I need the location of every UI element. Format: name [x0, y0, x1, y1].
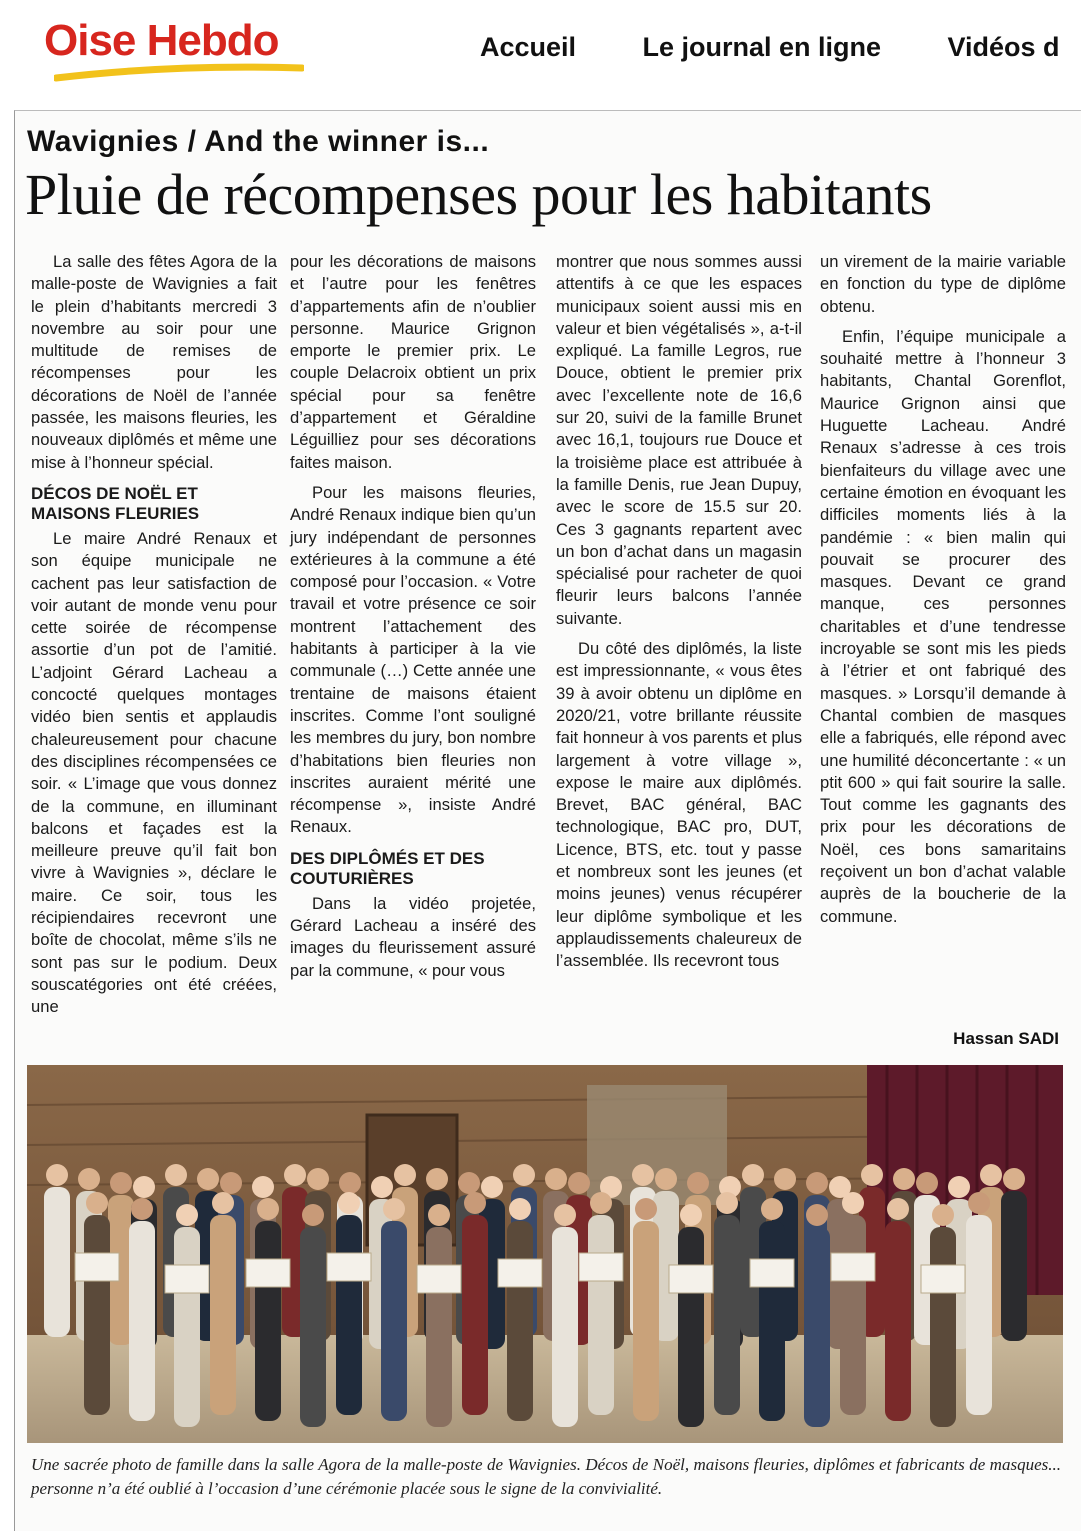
- diploma-certificate: [246, 1259, 290, 1287]
- site-logo[interactable]: [44, 10, 314, 80]
- col2-paragraph-1: pour les décorations de maisons et l’autre pour les fenêtres d’appartements afin de n’oublier personne. Maurice Grignon emporte le premier prix. Le couple Delacroix obtient un prix spécial pour sa fenêtre d’appartement et Géraldine Léguilliez pour ses décorations faites maison.: [290, 252, 536, 472]
- person-body: [804, 1227, 830, 1427]
- col2-subheading: DES DIPLÔMÉS ET DES COUTURIÈRES: [290, 848, 485, 888]
- site-header: [0, 0, 1082, 100]
- person-body: [507, 1221, 533, 1421]
- person-head: [339, 1172, 361, 1194]
- person-head: [464, 1192, 486, 1214]
- person-head: [257, 1198, 279, 1220]
- person-head: [110, 1172, 132, 1194]
- person-head: [338, 1192, 360, 1214]
- diploma-certificate: [417, 1265, 461, 1293]
- person-head: [887, 1198, 909, 1220]
- article-column-1: [31, 251, 277, 1019]
- diploma-certificate: [669, 1265, 713, 1293]
- person-head: [428, 1204, 450, 1226]
- person-head: [761, 1198, 783, 1220]
- person-head: [842, 1192, 864, 1214]
- person-body: [255, 1221, 281, 1421]
- person-head: [458, 1172, 480, 1194]
- article-column-3: [556, 251, 802, 973]
- person-head: [655, 1168, 677, 1190]
- nav-link-accueil[interactable]: Accueil: [480, 32, 577, 62]
- person-head: [426, 1168, 448, 1190]
- person-head: [968, 1192, 990, 1214]
- person-body: [300, 1227, 326, 1427]
- person-head: [284, 1164, 306, 1186]
- person-head: [742, 1164, 764, 1186]
- person-body: [462, 1215, 488, 1415]
- person-head: [590, 1192, 612, 1214]
- person-head: [252, 1176, 274, 1198]
- person-head: [806, 1204, 828, 1226]
- person-head: [220, 1172, 242, 1194]
- col4-paragraph-1: un virement de la mairie variable en fonction du type de diplôme obtenu.: [820, 252, 1066, 316]
- col2-paragraph-3: Dans la vidéo projetée, Gérard Lacheau a inséré des images du fleurissement assuré par la commune, « pour vous: [290, 893, 536, 980]
- person-head: [980, 1164, 1002, 1186]
- photo-caption: Une sacrée photo de famille dans la salle Agora de la malle-poste de Wavignies. Décos de Noël, maisons fleuries, diplômes et fabricants de masques... personne n’a été oublié à l’occasion d’une cérémonie placée sous le signe de la convivialité.: [31, 1455, 1061, 1498]
- diploma-certificate: [921, 1265, 965, 1293]
- col4-paragraph-2: Enfin, l’équipe municipale a souhaité mettre à l’honneur 3 habitants, Chantal Gorenflot, Maurice Grignon ainsi que Huguette Lacheau. André Renaux s’adresse à ces trois bienfaiteurs du village avec une certaine émotion en évoquant les difficiles moments liés à la pandémie : « bien malin qui pouvait se procurer des masques. Devant ce grand manque, ces personnes charitables et d’une tendresse incroyable se sont mis les pieds à l’étrier et ont fabriqué des masques. » Lorsqu’il demande à Chantal combien de masques elle a fabriqués, elle répond avec une humilité déconcertante : « un ptit 600 » qui fait sourire la salle. Tout comme les gagnants des prix pour les décorations de Noël, ces bons samaritains reçoivent un bon d’achat valable auprès de la boucherie de la commune.: [820, 326, 1066, 926]
- col1-paragraph-1: La salle des fêtes Agora de la malle-poste de Wavignies a fait le plein d’habitants mercredi 3 novembre au soir pour une multitude de remises de récompenses pour les décorations de Noël de l’année passée, les maisons fleuries, les nouveaux diplômés et même une mise à l’honneur spécial.: [31, 252, 277, 472]
- col1-paragraph-2: Le maire André Renaux et son équipe municipale ne cachent pas leur satisfaction de voir autant de monde venu pour cette soirée de récompense assortie d’un pot de l’amitié. L’adjoint Gérard Lacheau a concocté quelques montages vidéo bien sentis et applaudis chaleureusement pour chacune des disciplines récompensées ce soir. « L’image que vous donnez de la commune, en illuminant balcons et façades est la meilleure preuve qu’il fait bon vivre à Wavignies », déclare le maire. Ce soir, tous les récipiendaires recevront une boîte de chocolat, même s’ils ne sont pas sur le podium. Deux souscatégories ont été créées, une: [31, 528, 277, 1017]
- person-head: [948, 1176, 970, 1198]
- person-body: [759, 1221, 785, 1421]
- person-head: [78, 1168, 100, 1190]
- diploma-certificate: [75, 1253, 119, 1281]
- person-head: [509, 1198, 531, 1220]
- person-head: [1003, 1168, 1025, 1190]
- person-head: [932, 1204, 954, 1226]
- person-body: [84, 1215, 110, 1415]
- person-head: [46, 1164, 68, 1186]
- diploma-certificate: [498, 1259, 542, 1287]
- nav-link-videos[interactable]: Vidéos d: [947, 32, 1060, 62]
- article-headline: Pluie de récompenses pour les habitants: [25, 162, 932, 227]
- diploma-certificate: [579, 1253, 623, 1281]
- person-head: [302, 1204, 324, 1226]
- person-body: [336, 1215, 362, 1415]
- person-head: [212, 1192, 234, 1214]
- person-head: [165, 1164, 187, 1186]
- person-head: [687, 1172, 709, 1194]
- main-nav: [480, 32, 1082, 72]
- person-head: [371, 1176, 393, 1198]
- article-kicker: Wavignies / And the winner is...: [27, 125, 490, 158]
- col3-paragraph-2: Du côté des diplômés, la liste est impressionnante, « vous êtes 39 à avoir obtenu un diplôme en 2020/21, votre brillante réussite fait honneur à vos parents et plus largement à votre village », expose le maire aux diplômés. Brevet, BAC général, BAC technologique, BAC pro, DUT, Licence, BTS, etc. tout y passe et nombreux sont les jeunes (et moins jeunes) venus récupérer leur diplôme symbolique et les applaudissements chaleureux de l’assemblée. Ils recevront tous: [556, 639, 802, 971]
- logo-text: Oise Hebdo: [44, 16, 279, 65]
- logo-swoosh-icon: [54, 62, 304, 84]
- person-body: [1001, 1191, 1027, 1341]
- person-head: [893, 1168, 915, 1190]
- newspaper-article: [14, 110, 1081, 1531]
- person-body: [678, 1227, 704, 1427]
- person-head: [513, 1164, 535, 1186]
- person-head: [716, 1192, 738, 1214]
- person-head: [568, 1172, 590, 1194]
- person-body: [885, 1221, 911, 1421]
- person-head: [545, 1168, 567, 1190]
- person-head: [635, 1198, 657, 1220]
- person-head: [861, 1164, 883, 1186]
- person-head: [383, 1198, 405, 1220]
- person-body: [44, 1187, 70, 1337]
- nav-link-journal-en-ligne[interactable]: Le journal en ligne: [642, 32, 882, 62]
- article-column-2: [290, 251, 536, 982]
- person-head: [394, 1164, 416, 1186]
- person-head: [197, 1168, 219, 1190]
- person-head: [680, 1204, 702, 1226]
- person-head: [131, 1198, 153, 1220]
- group-photo-image: [27, 1065, 1063, 1443]
- person-body: [840, 1215, 866, 1415]
- group-photo: [27, 1065, 1063, 1443]
- person-body: [210, 1215, 236, 1415]
- person-head: [133, 1176, 155, 1198]
- person-head: [774, 1168, 796, 1190]
- diploma-certificate: [750, 1259, 794, 1287]
- diploma-certificate: [327, 1253, 371, 1281]
- article-column-4: [820, 251, 1066, 928]
- person-head: [632, 1164, 654, 1186]
- person-head: [481, 1176, 503, 1198]
- person-body: [381, 1221, 407, 1421]
- article-signature: Hassan SADI: [953, 1029, 1059, 1048]
- person-body: [930, 1227, 956, 1427]
- col2-paragraph-2: Pour les maisons fleuries, André Renaux indique bien qu’un jury indépendant de personnes extérieures à la commune a été composé pour l’occasion. « Votre travail et votre présence ce soir montrent l’attachement des habitants à participer à la vie communale (…) Cette année une trentaine de maisons étaient inscrites. Comme l’ont souligné les membres du jury, bon nombre d’habitations bien fleuries non inscrites auraient mérité une récompense », insiste André Renaux.: [290, 482, 536, 837]
- person-body: [426, 1227, 452, 1427]
- col3-paragraph-1: montrer que nous sommes aussi attentifs à ce que les espaces municipaux soient aussi mis en valeur et bien végétalisés », a-t-il expliqué. La famille Legros, rue Douce, obtient le premier prix avec l’excellente note de 16,6 sur 20, suivi de la famille Brunet avec 16,1, toujours rue Douce et la troisième place est attribuée à la famille Denis, rue Jean Dupuy, avec le score de 15.5 sur 20. Ces 3 gagnants repartent avec un bon d’achat dans un magasin spécialisé pour racheter de quoi fleurir leurs balcons l’année suivante.: [556, 252, 802, 628]
- person-body: [633, 1221, 659, 1421]
- person-body: [714, 1215, 740, 1415]
- diploma-certificate: [831, 1253, 875, 1281]
- person-head: [554, 1204, 576, 1226]
- col1-subheading: DÉCOS DE NOËL ET MAISONS FLEURIES: [31, 483, 200, 523]
- person-head: [86, 1192, 108, 1214]
- person-body: [129, 1221, 155, 1421]
- person-body: [174, 1227, 200, 1427]
- person-head: [916, 1172, 938, 1194]
- person-head: [806, 1172, 828, 1194]
- person-head: [307, 1168, 329, 1190]
- person-body: [588, 1215, 614, 1415]
- diploma-certificate: [165, 1265, 209, 1293]
- person-body: [966, 1215, 992, 1415]
- person-head: [176, 1204, 198, 1226]
- person-body: [552, 1227, 578, 1427]
